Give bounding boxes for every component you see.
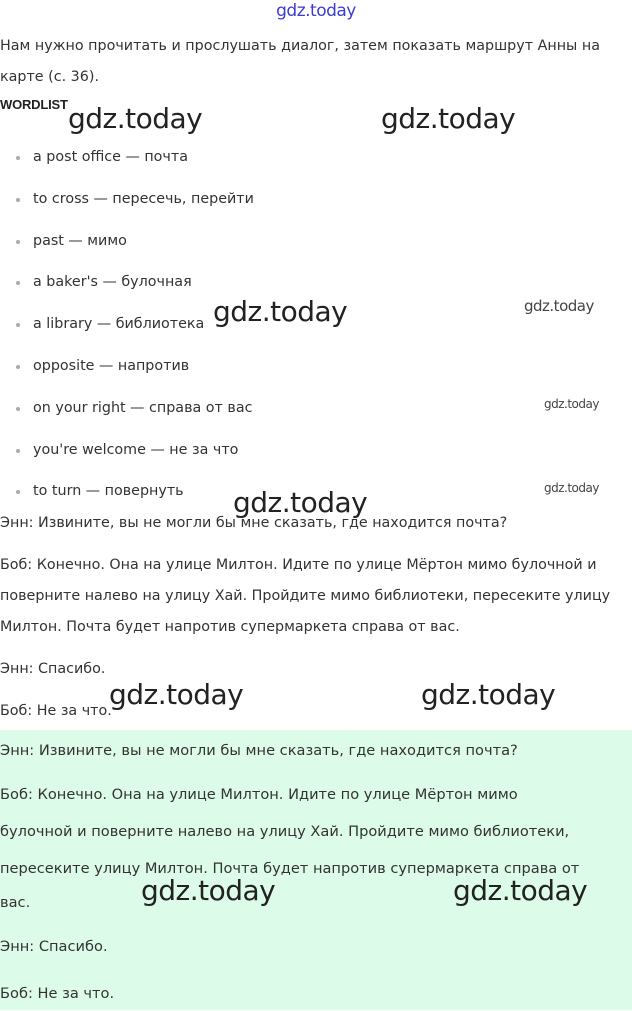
wordlist-title: WORDLIST: [0, 97, 68, 112]
answer-line: булочной и поверните налево на улицу Хай. Пройдите мимо библиотеки,: [0, 823, 570, 840]
answer-line: Боб: Конечно. Она на улице Милтон. Идите по улице Мёртон мимо: [0, 786, 518, 803]
watermark: gdz.today: [213, 295, 348, 328]
answer-line: пересеките улицу Милтон. Почта будет напротив супермаркета справа от: [0, 860, 580, 877]
answer-box: [0, 730, 632, 1010]
watermark: gdz.today: [453, 874, 588, 907]
dialog-line: Боб: Не за что.: [0, 703, 112, 719]
watermark: gdz.today: [524, 297, 594, 315]
dialog-line-part: поверните налево на улицу Хай. Пройдите мимо библиотеки, пересеките улицу: [0, 588, 611, 604]
list-item: past — мимо: [0, 221, 254, 263]
dialog-line-part: Боб: Конечно. Она на улице Милтон. Идите по улице Мёртон мимо булочной и: [0, 557, 597, 573]
watermark: gdz.today: [109, 678, 244, 711]
list-item: opposite — напротив: [0, 346, 254, 388]
watermark: gdz.today: [233, 486, 368, 519]
dialog-line: [0, 550, 630, 643]
watermark: gdz.today: [141, 874, 276, 907]
watermark: gdz.today: [544, 481, 599, 495]
answer-line: Боб: Не за что.: [0, 985, 115, 1002]
list-item: a library — библиотека: [0, 304, 254, 346]
task-line-2: карте (с. 36).: [0, 69, 99, 85]
task-line-1: Нам нужно прочитать и прослушать диалог, затем показать маршрут Анны на: [0, 38, 600, 54]
watermark: gdz.today: [68, 102, 203, 135]
list-item: to turn — повернуть: [0, 471, 254, 513]
list-item: you're welcome — не за что: [0, 430, 254, 472]
watermark: gdz.today: [544, 397, 599, 411]
site-logo[interactable]: gdz.today: [276, 1, 356, 21]
list-item: a post office — почта: [0, 137, 254, 179]
list-item: a baker's — булочная: [0, 262, 254, 304]
task-description: [0, 31, 628, 93]
dialog-line: Энн: Спасибо.: [0, 661, 106, 677]
answer-line: Энн: Спасибо.: [0, 938, 108, 955]
watermark: gdz.today: [421, 678, 556, 711]
dialog-line: Энн: Извините, вы не могли бы мне сказать, где находится почта?: [0, 515, 508, 531]
answer-line: вас.: [0, 894, 31, 911]
watermark: gdz.today: [381, 102, 516, 135]
answer-line: Энн: Извините, вы не могли бы мне сказать, где находится почта?: [0, 742, 518, 759]
list-item: on your right — справа от вас: [0, 388, 254, 430]
dialog-line-part: Милтон. Почта будет напротив супермаркета справа от вас.: [0, 619, 460, 635]
list-item: to cross — пересечь, перейти: [0, 179, 254, 221]
